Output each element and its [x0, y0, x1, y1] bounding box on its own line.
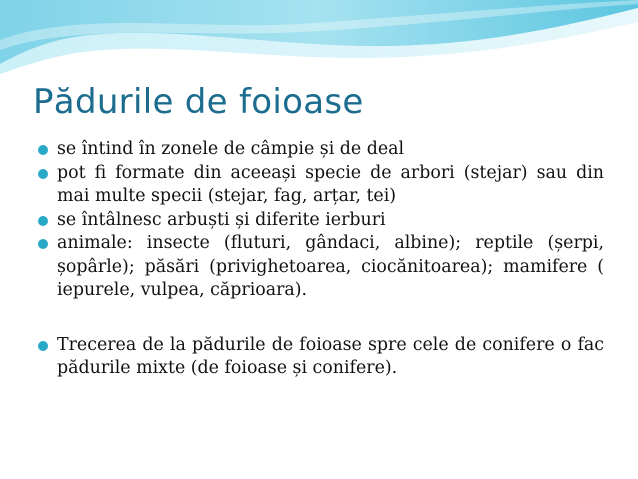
spacer: [38, 303, 604, 334]
bullet-text: animale: insecte (fluturi, gândaci, albine); reptile (șerpi, șopârle); păsări (privighetoarea, ciocănitoarea); mamifere ( iepurele, vulpea, căprioara).: [57, 233, 604, 300]
list-item: [38, 232, 604, 303]
slide-title: Pădurile de foioase: [33, 82, 364, 122]
bullet-icon: [38, 216, 48, 226]
bullet-text: se întâlnesc arbuști și diferite ierburi: [57, 209, 386, 230]
bullet-icon: [38, 239, 48, 249]
bullet-icon: [38, 341, 48, 351]
list-item: [38, 162, 604, 209]
list-item: [38, 209, 604, 233]
bullet-icon: [38, 169, 48, 179]
bullet-icon: [38, 145, 48, 155]
bullet-text: se întind în zonele de câmpie și de deal: [57, 139, 405, 159]
bullet-text: pot fi formate din aceeași specie de arbori (stejar) sau din mai multe specii (stejar, fag, arțar, tei): [57, 162, 604, 206]
list-item: [38, 334, 604, 381]
bullet-list: [38, 138, 604, 381]
bullet-text: Trecerea de la pădurile de foioase spre cele de conifere o fac pădurile mixte (de foioase și conifere).: [57, 334, 604, 378]
list-item: [38, 138, 604, 162]
wave-header-decoration: [0, 0, 638, 80]
